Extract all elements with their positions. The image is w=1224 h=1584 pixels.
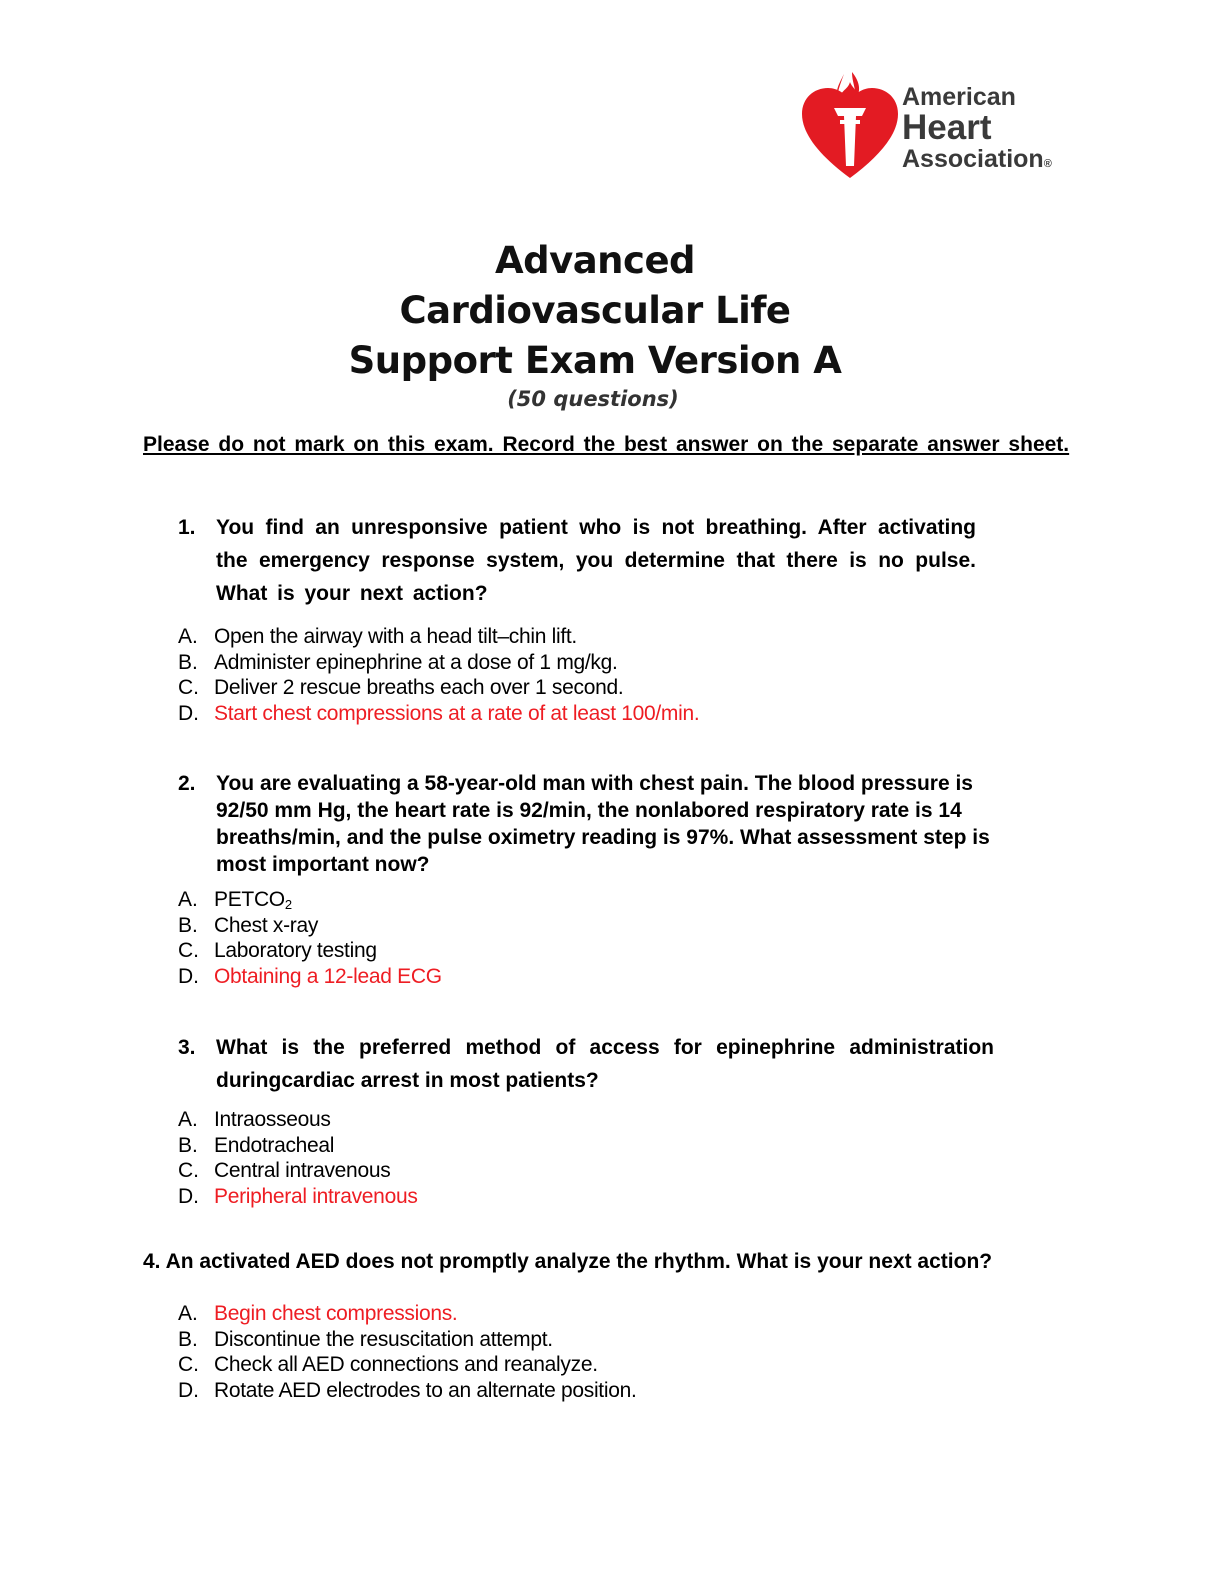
option-letter: B. xyxy=(178,1133,198,1157)
question-text: An activated AED does not promptly analyze the rhythm. What is your next action? xyxy=(165,1250,993,1273)
option-letter: A. xyxy=(178,1302,198,1325)
option-text: Administer epinephrine at a dose of 1 mg/kg. xyxy=(214,650,618,674)
exam-title xyxy=(0,236,1190,386)
option-text: Rotate AED electrodes to an alternate position. xyxy=(214,1379,637,1403)
aha-logo xyxy=(800,70,1080,185)
logo-line-association xyxy=(902,145,1052,178)
option-text: Laboratory testing xyxy=(214,939,377,963)
option-text: Obtaining a 12-lead ECG xyxy=(214,965,442,989)
option-letter: B. xyxy=(178,1327,198,1351)
option-text: Check all AED connections and reanalyze. xyxy=(214,1353,598,1377)
question-text: You are evaluating a 58-year-old man with chest pain. The blood pressure is 92/50 mm Hg, the heart rate is 92/min, the nonlabored respiratory rate is 14 breaths/min, and the pulse oximetry reading is 97%. What assessment step is most important now? xyxy=(216,772,990,876)
option-text: Central intravenous xyxy=(214,1159,391,1183)
option-letter: D. xyxy=(178,1379,199,1403)
option-letter: A. xyxy=(178,625,198,648)
option-text: Deliver 2 rescue breaths each over 1 second. xyxy=(214,676,624,700)
question-text: You find an unresponsive patient who is not breathing. After activating the emergency response system, you determine that there is no pulse. What is your next action? xyxy=(216,516,976,605)
title-line-2: Cardiovascular Life xyxy=(399,289,791,332)
exam-subtitle: (50 questions) xyxy=(507,387,679,411)
option-text: Chest x-ray xyxy=(214,913,319,937)
heart-torch-icon xyxy=(800,70,900,182)
option-text: Open the airway with a head tilt–chin lift. xyxy=(214,625,577,648)
question-number: 3. xyxy=(178,1036,196,1059)
option-letter: A. xyxy=(178,888,198,911)
option-letter: A. xyxy=(178,1108,198,1131)
question-number: 2. xyxy=(178,772,196,795)
question-number: 4. xyxy=(143,1250,161,1273)
option-text: Peripheral intravenous xyxy=(214,1185,418,1209)
option-text: Discontinue the resuscitation attempt. xyxy=(214,1327,553,1351)
logo-association-text: Association xyxy=(902,145,1044,173)
logo-line-american: American xyxy=(902,83,1016,111)
title-line-3: Support Exam Version A xyxy=(348,339,842,382)
registered-mark: ® xyxy=(1043,158,1052,170)
option-letter: D. xyxy=(178,702,199,726)
question-4 xyxy=(143,1250,992,1274)
option-text: Intraosseous xyxy=(214,1108,331,1131)
option-letter: C. xyxy=(178,1159,199,1183)
question-number: 1. xyxy=(178,516,196,539)
option-letter: C. xyxy=(178,939,199,963)
option-text: Endotracheal xyxy=(214,1133,335,1157)
option-text: Start chest compressions at a rate of at least 100/min. xyxy=(214,702,700,726)
option-letter: D. xyxy=(178,1185,199,1209)
petco-text: PETCO xyxy=(214,888,285,911)
question-text: What is the preferred method of access for epinephrine administration duringcardiac arrest in most patients? xyxy=(216,1036,994,1092)
option-letter: C. xyxy=(178,1353,199,1377)
option-text: Begin chest compressions. xyxy=(214,1302,458,1325)
option-letter: B. xyxy=(178,650,198,674)
title-line-1: Advanced xyxy=(494,239,696,282)
option-letter: D. xyxy=(178,965,199,989)
option-letter: B. xyxy=(178,913,198,937)
aha-wordmark xyxy=(902,83,1052,178)
subscript-2: 2 xyxy=(284,897,292,912)
exam-instructions: Please do not mark on this exam. Record the best answer on the separate answer sheet. xyxy=(143,433,1070,456)
option-letter: C. xyxy=(178,676,199,700)
logo-line-heart: Heart xyxy=(902,108,992,147)
